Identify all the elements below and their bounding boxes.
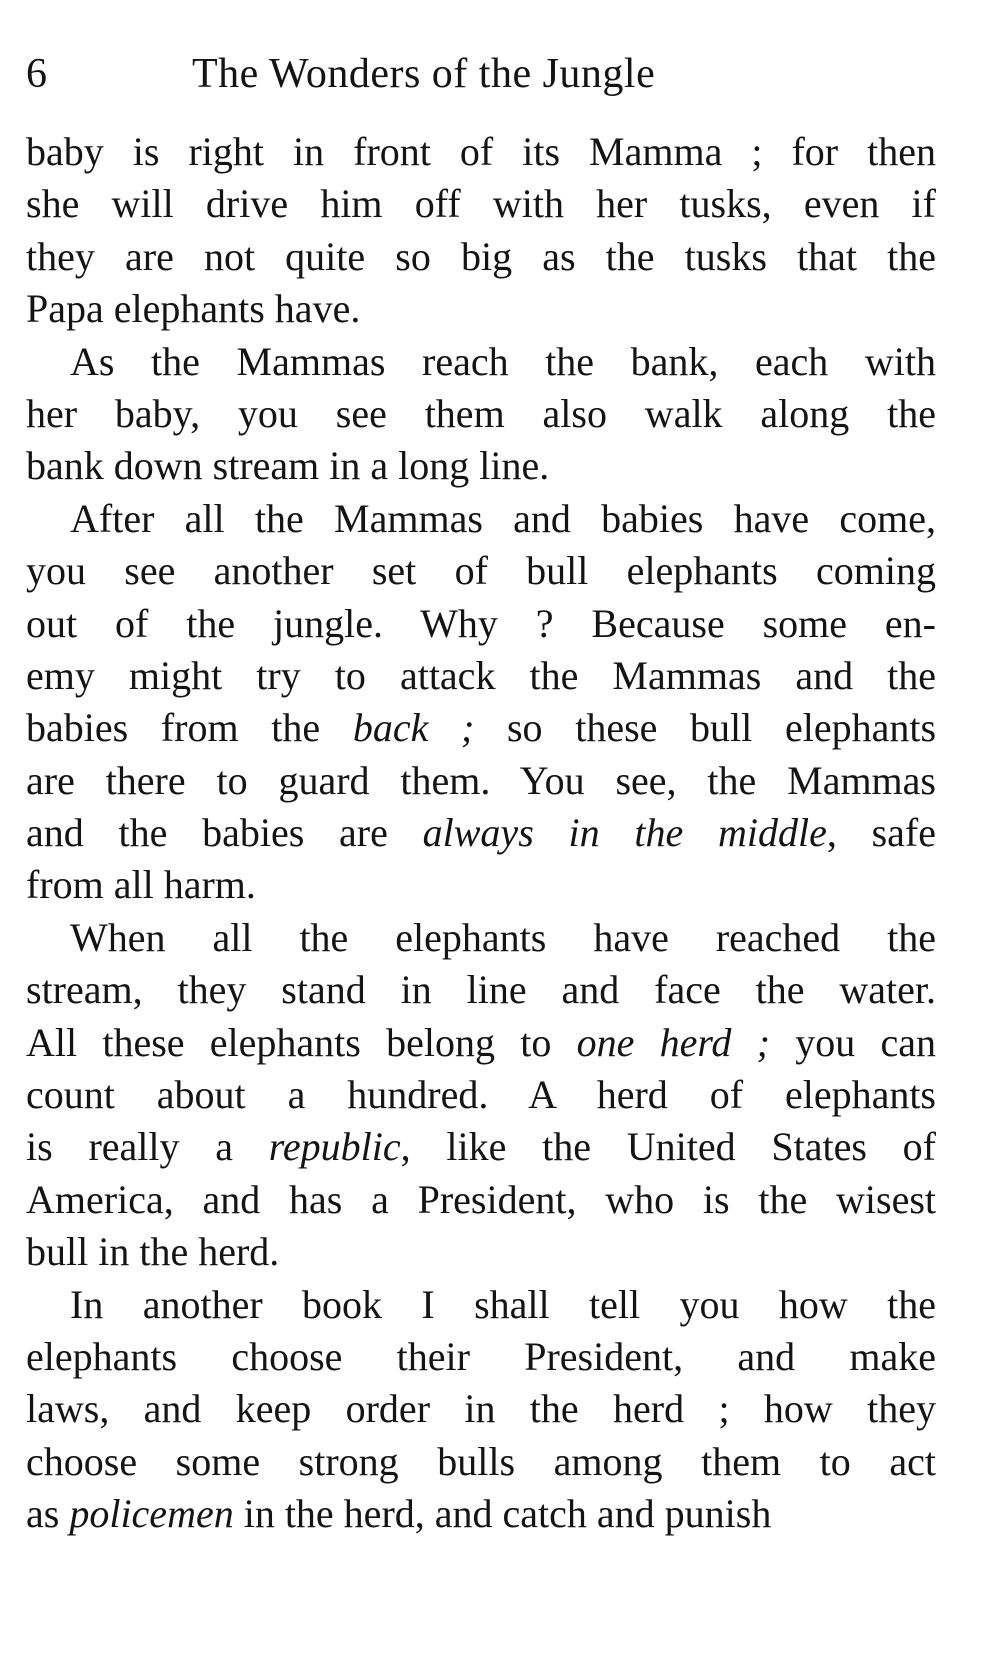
text-line — [26, 126, 936, 178]
paragraph — [26, 493, 936, 912]
text-run: bank down stream in a long line. — [26, 443, 550, 489]
text-line — [26, 1069, 936, 1121]
text-run: as — [26, 1491, 70, 1537]
text-run: , safe — [826, 810, 937, 856]
text-line — [26, 283, 936, 335]
text-run: from all harm. — [26, 862, 256, 908]
text-run: stream, they stand in line and face the water. — [26, 967, 936, 1013]
text-run: baby is right in front of its Mamma ; for then — [26, 129, 936, 174]
text-line — [26, 545, 936, 597]
text-line — [26, 1488, 936, 1540]
running-head: The Wonders of the Jungle — [192, 51, 656, 97]
text-run: All these elephants belong to — [26, 1019, 577, 1065]
text-line — [26, 702, 936, 754]
text-line — [26, 1279, 936, 1331]
text-run: her baby, you see them also walk along the — [26, 390, 936, 436]
italic-text: one herd ; — [576, 1019, 770, 1065]
paragraph — [26, 1279, 936, 1541]
text-run: count about a hundred. A herd of elephants — [26, 1072, 936, 1118]
text-run: babies from the — [26, 705, 353, 751]
text-run: they are not quite so big as the tusks that the — [26, 233, 936, 279]
text-run: elephants choose their President, and make — [26, 1333, 936, 1379]
text-line — [26, 859, 936, 911]
text-run: As the Mammas reach the bank, each with — [70, 338, 936, 384]
body-text — [26, 126, 936, 1541]
italic-text: back ; — [352, 705, 475, 751]
text-run: she will drive him off with her tusks, even if — [26, 181, 936, 227]
text-line — [26, 807, 936, 859]
text-line — [26, 1174, 936, 1226]
text-line — [26, 1226, 936, 1278]
paragraph — [26, 336, 936, 493]
italic-text: always in the middle — [422, 810, 827, 856]
text-line — [26, 1121, 936, 1173]
text-line — [26, 388, 936, 440]
text-line — [26, 964, 936, 1016]
text-run: laws, and keep order in the herd ; how they — [26, 1386, 936, 1432]
text-run: out of the jungle. Why ? Because some en- — [26, 600, 936, 646]
text-line — [26, 493, 936, 545]
text-run: Papa elephants have. — [26, 286, 361, 332]
italic-text: republic — [268, 1124, 401, 1170]
text-run: are there to guard them. You see, the Mammas — [26, 757, 936, 803]
text-run: , like the United States of — [400, 1124, 936, 1170]
text-run: you can — [769, 1019, 936, 1065]
text-line — [26, 1383, 936, 1435]
text-line — [26, 912, 936, 964]
text-run: so these bull elephants — [474, 705, 937, 751]
text-line — [26, 1017, 936, 1069]
text-run: bull in the herd. — [26, 1229, 280, 1275]
paragraph — [26, 912, 936, 1279]
text-line — [26, 1436, 936, 1488]
text-run: and the babies are — [26, 810, 423, 856]
text-line — [26, 755, 936, 807]
text-run: When all the elephants have reached the — [70, 914, 936, 960]
paragraph — [26, 126, 936, 336]
text-run: America, and has a President, who is the wisest — [26, 1176, 936, 1222]
text-run: is really a — [26, 1124, 269, 1170]
page-number: 6 — [26, 51, 47, 97]
text-line — [26, 440, 936, 492]
page-header — [26, 44, 960, 104]
text-run: you see another set of bull elephants coming — [26, 548, 936, 594]
text-run: After all the Mammas and babies have come, — [70, 495, 936, 541]
text-line — [26, 231, 936, 283]
text-run: emy might try to attack the Mammas and the — [26, 652, 936, 698]
text-run: In another book I shall tell you how the — [70, 1281, 936, 1327]
text-line — [26, 1331, 936, 1383]
text-run: in the herd, and catch and punish — [233, 1491, 772, 1537]
text-line — [26, 598, 936, 650]
text-run: choose some strong bulls among them to act — [26, 1438, 936, 1484]
text-line — [26, 650, 936, 702]
italic-text: policemen — [69, 1491, 234, 1537]
text-line — [26, 178, 936, 230]
text-line — [26, 336, 936, 388]
